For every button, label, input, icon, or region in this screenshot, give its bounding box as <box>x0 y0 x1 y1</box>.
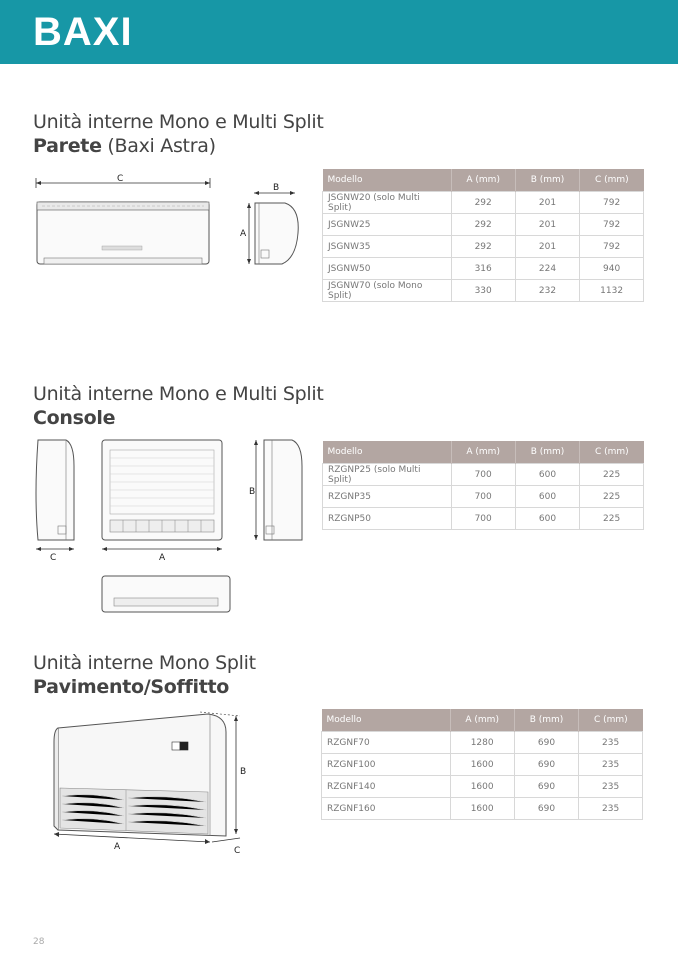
cell-a: 700 <box>451 508 515 530</box>
col-header-b: B (mm) <box>515 169 579 192</box>
table-row <box>322 732 643 754</box>
cell-a: 316 <box>451 258 515 280</box>
dim-label-c: C <box>117 174 124 184</box>
cell-b: 201 <box>515 236 579 258</box>
col-header-c: C (mm) <box>579 709 643 732</box>
cell-model: RZGNF70 <box>322 732 451 754</box>
col-header-model: Modello <box>323 169 452 192</box>
cell-b: 201 <box>515 214 579 236</box>
col-header-a: A (mm) <box>451 441 515 464</box>
cell-model: JSGNW35 <box>323 236 452 258</box>
cell-b: 690 <box>514 754 578 776</box>
cell-a: 1600 <box>450 776 514 798</box>
section-title-parete <box>33 110 324 158</box>
cell-a: 292 <box>451 214 515 236</box>
cell-c: 225 <box>580 464 644 486</box>
col-header-c: C (mm) <box>580 441 644 464</box>
cell-b: 690 <box>514 798 578 820</box>
cell-b: 600 <box>515 486 579 508</box>
cell-model: JSGNW50 <box>323 258 452 280</box>
table-row <box>323 508 644 530</box>
cell-a: 292 <box>451 236 515 258</box>
table-header-row <box>323 169 644 192</box>
console-spec-table <box>322 441 644 530</box>
table-header-row <box>323 441 644 464</box>
wall-unit-diagram <box>30 168 310 274</box>
dim-label-a: A <box>159 553 166 563</box>
cell-c: 792 <box>580 214 644 236</box>
col-header-a: A (mm) <box>450 709 514 732</box>
table-row <box>322 776 643 798</box>
table-row <box>322 754 643 776</box>
dim-label-c: C <box>234 846 241 856</box>
pavimento-spec-table <box>321 709 643 820</box>
brand-logo: BAXI <box>33 10 133 54</box>
dim-label-b: B <box>273 183 280 193</box>
section-subheading: Parete (Baxi Astra) <box>33 135 216 157</box>
cell-model: RZGNF140 <box>322 776 451 798</box>
col-header-b: B (mm) <box>515 441 579 464</box>
cell-b: 690 <box>514 732 578 754</box>
cell-a: 292 <box>451 192 515 214</box>
table-row <box>323 464 644 486</box>
table-row <box>323 236 644 258</box>
cell-c: 225 <box>580 508 644 530</box>
cell-model: JSGNW20 (solo Multi Split) <box>323 192 452 214</box>
cell-b: 600 <box>515 508 579 530</box>
cell-a: 700 <box>451 486 515 508</box>
section-title-console <box>33 382 324 430</box>
cell-b: 201 <box>515 192 579 214</box>
cell-c: 792 <box>580 192 644 214</box>
dim-label-c: C <box>50 553 57 563</box>
table-row <box>323 214 644 236</box>
table-header-row <box>322 709 643 732</box>
col-header-c: C (mm) <box>580 169 644 192</box>
cell-c: 792 <box>580 236 644 258</box>
cell-b: 232 <box>515 280 579 302</box>
cell-a: 1600 <box>450 754 514 776</box>
section-subheading: Pavimento/Soffitto <box>33 676 230 698</box>
dim-label-a: A <box>240 229 247 239</box>
col-header-model: Modello <box>322 709 451 732</box>
dim-label-b: B <box>249 487 256 497</box>
col-header-model: Modello <box>323 441 452 464</box>
section-heading: Unità interne Mono e Multi Split <box>33 111 324 133</box>
cell-c: 235 <box>579 754 643 776</box>
parete-spec-table <box>322 169 644 302</box>
cell-model: JSGNW70 (solo Mono Split) <box>323 280 452 302</box>
col-header-a: A (mm) <box>451 169 515 192</box>
cell-a: 330 <box>451 280 515 302</box>
cell-c: 235 <box>579 798 643 820</box>
section-heading: Unità interne Mono e Multi Split <box>33 383 324 405</box>
dim-label-a: A <box>114 842 121 852</box>
header-bar <box>0 0 678 64</box>
floor-ceiling-unit-diagram <box>30 708 260 858</box>
cell-b: 690 <box>514 776 578 798</box>
cell-b: 600 <box>515 464 579 486</box>
cell-a: 1600 <box>450 798 514 820</box>
cell-c: 235 <box>579 776 643 798</box>
cell-a: 700 <box>451 464 515 486</box>
console-unit-diagram <box>30 436 310 618</box>
cell-c: 940 <box>580 258 644 280</box>
cell-b: 224 <box>515 258 579 280</box>
cell-model: RZGNP25 (solo Multi Split) <box>323 464 452 486</box>
dim-label-b: B <box>240 767 247 777</box>
table-row <box>323 280 644 302</box>
page-number: 28 <box>33 937 45 947</box>
table-row <box>322 798 643 820</box>
cell-model: RZGNP50 <box>323 508 452 530</box>
table-row <box>323 258 644 280</box>
section-heading: Unità interne Mono Split <box>33 652 256 674</box>
cell-c: 225 <box>580 486 644 508</box>
cell-a: 1280 <box>450 732 514 754</box>
section-title-pavimento <box>33 651 256 699</box>
cell-model: RZGNF100 <box>322 754 451 776</box>
cell-model: RZGNF160 <box>322 798 451 820</box>
table-row <box>323 486 644 508</box>
table-row <box>323 192 644 214</box>
section-subheading: Console <box>33 407 116 429</box>
cell-model: RZGNP35 <box>323 486 452 508</box>
col-header-b: B (mm) <box>514 709 578 732</box>
cell-c: 235 <box>579 732 643 754</box>
cell-model: JSGNW25 <box>323 214 452 236</box>
cell-c: 1132 <box>580 280 644 302</box>
